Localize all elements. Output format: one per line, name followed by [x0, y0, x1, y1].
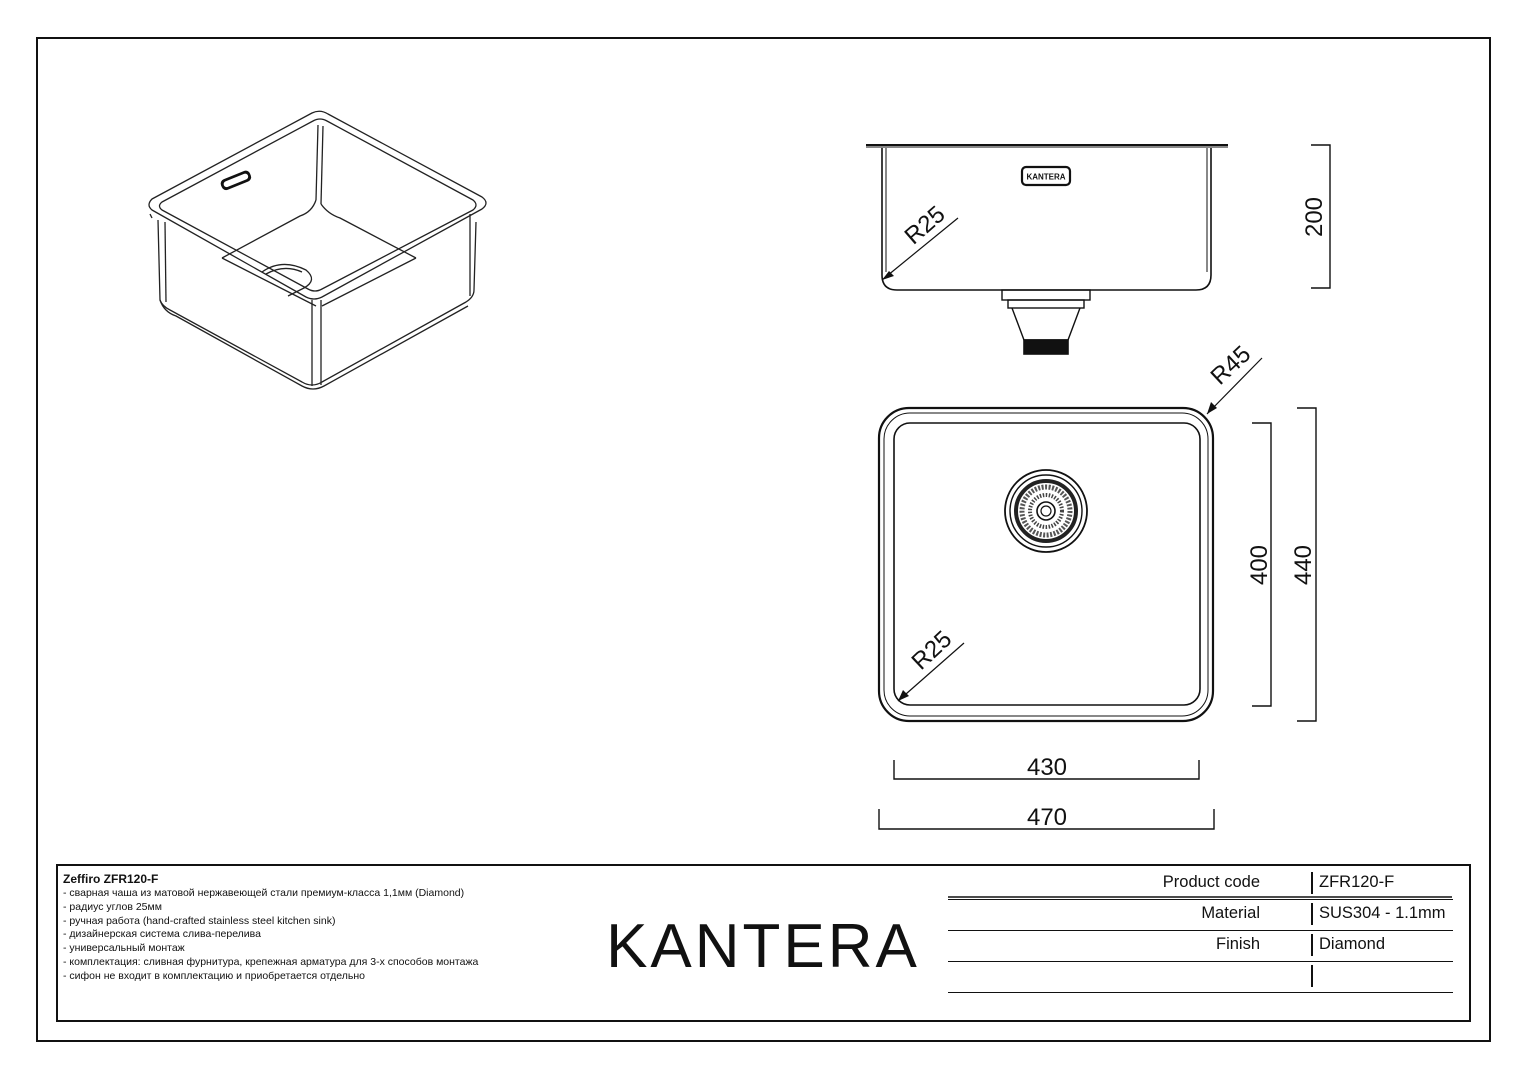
- description-line: - ручная работа (hand-crafted stainless steel kitchen sink): [63, 914, 336, 927]
- spec-table: [948, 869, 1453, 993]
- spec-row-empty: [948, 962, 1453, 993]
- side-section-view: [866, 145, 1330, 354]
- description-line: - сифон не входит в комплектацию и приобретается отдельно: [63, 969, 365, 982]
- spec-divider: [1311, 934, 1313, 956]
- product-description: [63, 872, 583, 984]
- spec-divider: [1311, 965, 1313, 987]
- inner-depth-dimension-label: 400: [1246, 544, 1273, 586]
- side-radius-label: R25: [899, 200, 951, 250]
- drain-strainer: [1005, 470, 1087, 552]
- description-line: - дизайнерская система слива-перелива: [63, 928, 261, 941]
- kantera-logo: KANTERA: [606, 912, 920, 981]
- spec-label: Product code: [1162, 873, 1260, 891]
- spec-row-product-code: [948, 869, 1453, 900]
- description-line: - комплектация: сливная фурнитура, крепежная арматура для 3-х способов монтажа: [63, 955, 479, 968]
- inner-width-dimension-label: 430: [1026, 754, 1068, 781]
- spec-label: Finish: [1215, 935, 1260, 953]
- spec-row-finish: [948, 931, 1453, 962]
- description-line: - универсальный монтаж: [63, 942, 185, 955]
- spec-value: SUS304 - 1.1mm: [1319, 904, 1446, 922]
- product-title: Zeffiro ZFR120-F: [63, 872, 159, 886]
- spec-divider: [1311, 872, 1313, 894]
- description-line: - радиус углов 25мм: [63, 900, 162, 913]
- spec-value: Diamond: [1319, 935, 1386, 953]
- spec-row-material: [948, 900, 1453, 931]
- spec-divider: [1311, 903, 1313, 925]
- outer-depth-dimension-label: 440: [1290, 544, 1317, 586]
- spec-value: ZFR120-F: [1319, 873, 1395, 891]
- top-inner-radius-label: R25: [906, 625, 958, 676]
- side-logo-plate-text: KANTERA: [1026, 172, 1066, 182]
- isometric-sink-view: [149, 111, 486, 389]
- spec-label: Material: [1201, 904, 1260, 922]
- height-dimension-label: 200: [1301, 196, 1328, 238]
- outer-width-dimension-label: 470: [1026, 804, 1068, 831]
- top-outer-radius-label: R45: [1205, 340, 1257, 391]
- top-plan-view: [879, 358, 1316, 829]
- description-line: - сварная чаша из матовой нержавеющей стали премиум-класса 1,1мм (Diamond): [63, 887, 465, 899]
